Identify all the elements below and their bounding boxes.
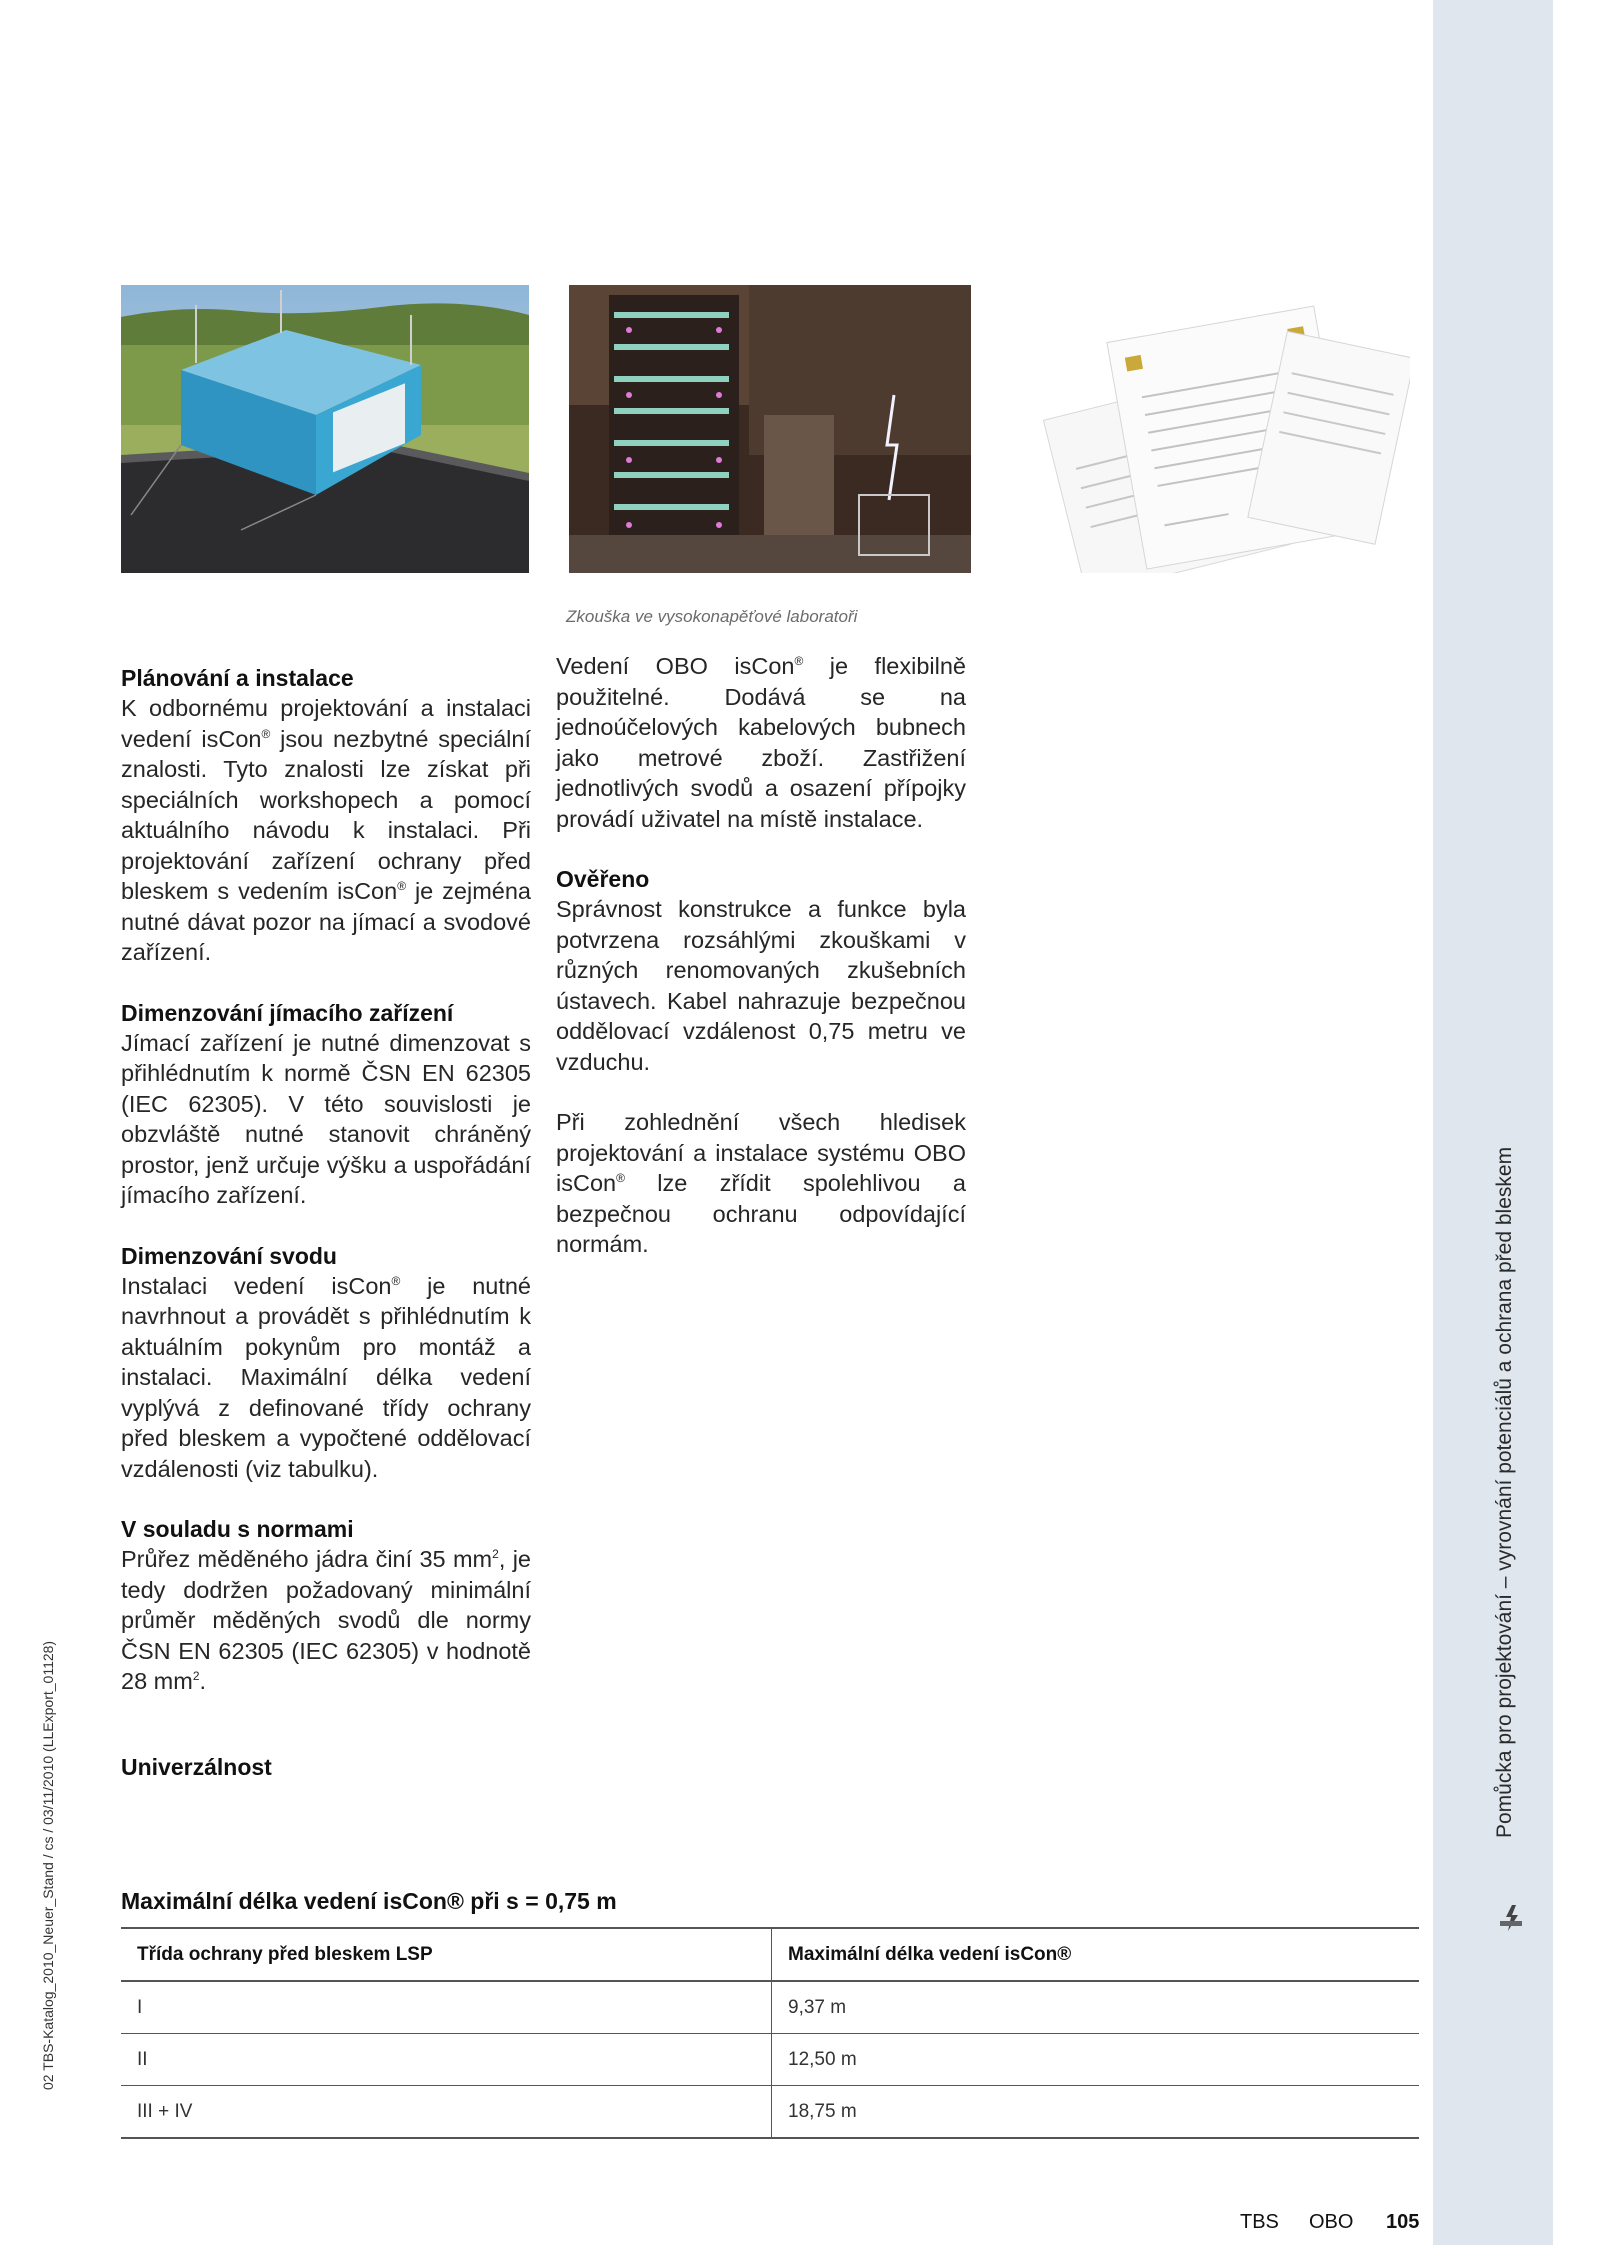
photo-test-certificates [1012, 285, 1410, 573]
document-code: 02 TBS-Katalog_2010_Neuer_Stand / cs / 03/11/2010 (LLExport_01128) [40, 1640, 56, 2090]
section-body: Jímací zařízení je nutné dimenzovat s přihlédnutím k normě ČSN EN 62305 (IEC 62305). V této souvislosti je obzvláště nutné stanovit chráněný prostor, jenž určuje výšku a uspořádání jímacího zařízení. [121, 1029, 531, 1208]
section-title: Dimenzování jímacího zařízení [121, 999, 454, 1026]
section-title: V souladu s normami [121, 1516, 354, 1542]
section-body: Při zohlednění všech hledisek projektování a instalace systému OBO isCon® lze zřídit spolehlivou a bezpečnou ochranu odpovídající normám. [556, 1109, 966, 1257]
photo-caption: Zkouška ve vysokonapěťové laboratoři [566, 607, 858, 626]
section-standards [121, 1514, 531, 1697]
section-conclusion [556, 1107, 966, 1260]
table-cell: 18,75 m [772, 2086, 1420, 2139]
table-cell: II [121, 2034, 772, 2086]
section-universality-head [121, 1752, 531, 1782]
table-header-row [121, 1928, 1419, 1981]
section-body: Vedení OBO isCon® je flexibilně použitelné. Dodává se na jednoúčelových kabelových bubnech jako metrové zboží. Zastřižení jednotlivých svodů a osazení přípojky provádí uživatel na místě instalace. [556, 653, 967, 832]
section-body: K odbornému projektování a instalaci vedení isCon® jsou nezbytné speciální znalosti. Tyto znalosti lze získat při speciálních workshopech a pomocí aktuálního návodu k instalaci. Při projektování zařízení ochrany před bleskem s vedením isCon® je zejména nutné dávat pozor na jímací a svodové zařízení. [121, 695, 532, 965]
section-body: Instalaci vedení isCon® je nutné navrhnout a provádět s přihlédnutím k aktuálním pokynům pro montáž a instalaci. Maximální délka vedení vyplývá z definované třídy ochrany před bleskem a vypočtené oddělovací vzdálenosti (viz tabulku). [121, 1272, 531, 1482]
table-row [121, 1981, 1419, 2034]
table-title: Maximální délka vedení isCon® při s = 0,75 m [121, 1888, 617, 1914]
section-title: Univerzálnost [121, 1754, 272, 1780]
section-body: Průřez měděného jádra činí 35 $mm^2$, je tedy dodržen požadovaný minimální průměr měděných svodů dle normy ČSN EN 62305 (IEC 62305) v hodnotě 28 $mm^2$. [121, 1546, 531, 1694]
side-bar [1433, 0, 1553, 2245]
footer-tbs: TBS [1240, 2211, 1279, 2233]
table-cell: 9,37 m [772, 1981, 1420, 2034]
max-length-table [121, 1927, 1419, 2139]
section-air-termination [121, 998, 531, 1211]
section-title: Dimenzování svodu [121, 1242, 337, 1269]
table-row [121, 2034, 1419, 2086]
side-chapter-title: Pomůcka pro projektování – vyrovnání potenciálů a ochrana před bleskem [1493, 1146, 1516, 1838]
table-header-cell: Maximální délka vedení isCon® [772, 1928, 1420, 1981]
table-cell: 12,50 m [772, 2034, 1420, 2086]
table-header-cell: Třída ochrany před bleskem LSP [121, 1928, 772, 1981]
section-body: Správnost konstrukce a funkce byla potvrzena rozsáhlými zkouškami v různých renomovaných zkušebních ústavech. Kabel nahrazuje bezpečnou oddělovací vzdálenost 0,75 metru ve vzduchu. [556, 896, 966, 1075]
section-planning [121, 663, 531, 968]
table-cell: III + IV [121, 2086, 772, 2139]
table-cell: I [121, 1981, 772, 2034]
footer-obo: OBO [1309, 2211, 1354, 2233]
table-row [121, 2086, 1419, 2139]
text-column-left [121, 663, 531, 1727]
photo-high-voltage-lab [569, 285, 971, 573]
section-down-conductor [121, 1241, 531, 1485]
section-title: Ověřeno [556, 866, 650, 892]
text-column-right [556, 651, 966, 1290]
section-title: Plánování a instalace [121, 665, 354, 691]
page-number: 105 [1386, 2211, 1420, 2233]
section-universality [556, 651, 966, 834]
lightning-icon [1500, 1905, 1522, 1931]
photo-iscon-roof-container [121, 285, 529, 573]
section-verified [556, 864, 966, 1077]
